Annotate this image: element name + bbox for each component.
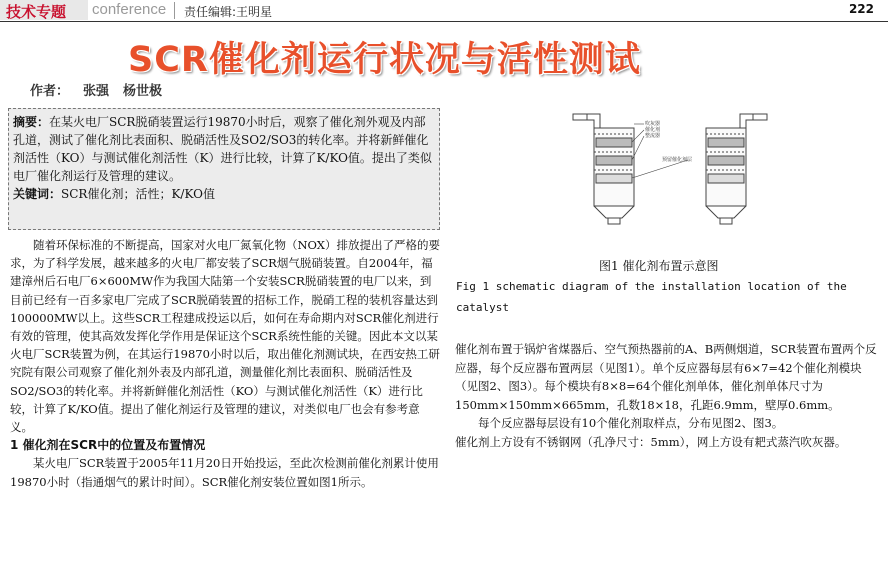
editor-credit: 责任编辑:王明星 [184,5,273,19]
abstract-label: 摘要： [13,115,50,129]
figure-label: 催化剂 [645,127,661,133]
header-divider [174,2,175,19]
author-label: 作者： [30,84,70,99]
abstract-box [8,108,440,230]
author-line [30,80,176,99]
figure-label: 吹灰器 [645,121,661,127]
section-heading: 1 催化剂在SCR中的位置及布置情况 [10,438,206,453]
section-paragraph: 某火电厂SCR装置于2005年11月20日开始投运，至此次检测前催化剂累计使用19870小时（指通烟气的累计时间）。SCR催化剂安装位置如图1所示。 [10,456,439,489]
keywords-line [13,185,435,203]
right-column [455,340,880,452]
figure-label: 预留催化剂层 [662,157,693,163]
section-tag [0,0,88,20]
conference-label: conference [92,1,167,18]
abstract-text [13,113,435,185]
body-paragraph: 催化剂布置于锅炉省煤器后、空气预热器前的A、B两侧烟道，SCR装置布置两个反应器，每个反应器布置两层（见图1）。单个反应器每层有6×7=42个催化剂模块（见图2、图3）。每个模块有8×8=64个催化剂单体，催化剂单体尺寸为150mm×150mm×665mm，孔数18×18，孔距6.9mm，壁厚0.6mm。 [455,342,877,412]
left-column [10,236,440,491]
intro-paragraph: 随着环保标准的不断提高，国家对火电厂氮氧化物（NOX）排放提出了严格的要求，为了科学发展，越来越多的火电厂都安装了SCR烟气脱硝装置。自2004年，福建漳州后石电厂6×600MW作为我国大陆第一个安装SCR脱硝装置的电厂以来，到目前已经有一百多家电厂完成了SCR脱硝装置的招标工作，脱硝工程的装机容量达到100000MW以上。这些SCR工程建成投运以后，如何在寿命期内对SCR催化剂进行有效的管理，使其高效发挥化学作用是保证这个SCR系统性能的关键。因此本文以某火电厂SCR装置为例，在其运行19870小时以后，取出催化剂测试块，在西安热工研究院有限公司观察了催化剂外表及内部孔道，测量催化剂比表面积、脱硝活性及SO2/SO3的转化率。并将新鲜催化剂活性（KO）与测试催化剂活性（K）进行比较，计算了K/KO值。提出了催化剂运行及管理的建议，对类似电厂也会有参考意义。 [10,238,440,435]
right-reactor [706,114,767,224]
figure-caption-cn: 图1 催化剂布置示意图 [599,259,719,273]
author-name: 杨世极 [123,84,163,99]
page-number: 222 [848,2,874,16]
left-reactor [573,114,634,224]
catalyst-layout-diagram [570,110,770,230]
keywords-value: SCR催化剂；活性；K/KO值 [61,187,215,201]
page-header [0,0,888,22]
abstract-body: 在某火电厂SCR脱硝装置运行19870小时后，观察了催化剂外观及内部孔道，测试了催化剂比表面积、脱硝活性及SO2/SO3的转化率。并将新鲜催化剂活性（KO）与测试催化剂活性（K）进行比较，计算了K/KO值。提出了类似电厂催化剂运行及管理的建议。 [13,115,432,183]
header-rule [0,21,888,22]
body-paragraph: 催化剂上方设有不锈钢网（孔净尺寸：5mm），网上方设有耙式蒸汽吹灰器。 [455,434,847,449]
figure-label: 整流器 [645,133,661,139]
body-paragraph: 每个反应器每层设有10个催化剂取样点，分布见图2、图3。 [478,416,784,431]
section-tag-label: 技术专题 [6,3,67,21]
figure-caption-en: Fig 1 schematic diagram of the installation location of the catalyst [456,280,847,314]
author-name: 张强 [83,84,110,99]
article-title: SCR催化剂运行状况与活性测试 [128,40,641,80]
keywords-label: 关键词： [13,187,62,201]
